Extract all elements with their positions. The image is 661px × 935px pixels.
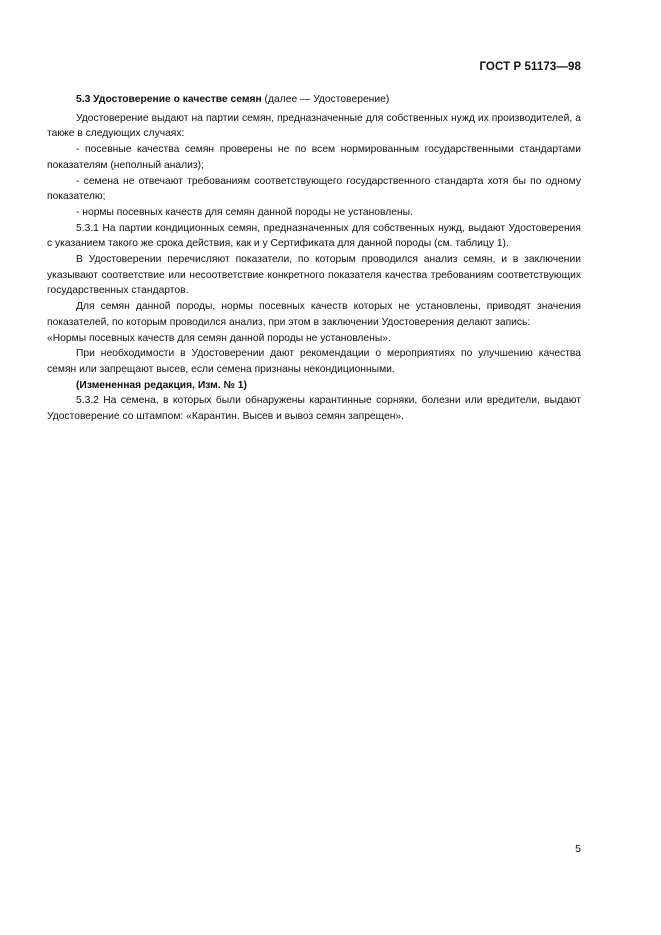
paragraph-5-3-1: 5.3.1 На партии кондиционных семян, предназначенных для собственных нужд, выдают Удостоверения с указанием такого же срока действия, как и у Сертификата для данной породы (см. таблицу 1). xyxy=(47,222,581,250)
document-body xyxy=(47,92,581,425)
paragraph-intro: Удостоверение выдают на партии семян, предназначенные для собственных нужд их производителей, а также в следующих случаях: xyxy=(47,112,581,140)
paragraph-recommendations: При необходимости в Удостоверении дают рекомендации о мероприятиях по улучшению качества семян или запрещают высев, если семена признаны некондиционными. xyxy=(47,348,581,375)
quote-record: «Нормы посевных качеств для семян данной породы не установлены». xyxy=(47,332,391,344)
section-heading xyxy=(47,92,581,108)
list-item-norms-not-set: - нормы посевных качеств для семян данной породы не установлены. xyxy=(76,206,413,218)
paragraph-indicators: В Удостоверении перечисляют показатели, по которым проводился анализ семян, и в заключении указывают соответствие или несоответствие конкретного показателя качества требованиям соответствующих государственных стандартов. xyxy=(47,254,581,297)
page-number: 5 xyxy=(575,843,581,855)
list-item-incomplete-analysis: - посевные качества семян проверены не по всем нормированным государственными стандартами показателям (неполный анализ); xyxy=(47,144,581,171)
section-title-bold: 5.3 Удостоверение о качестве семян xyxy=(76,94,262,105)
paragraph-5-3-2: 5.3.2 На семена, в которых были обнаружены карантинные сорняки, болезни или вредители, выдают Удостоверение со штампом: «Карантин. Высев и вывоз семян запрещен». xyxy=(47,395,581,423)
paragraph-norms: Для семян данной породы, нормы посевных качеств которых не установлены, приводят значения показателей, по которым проводился анализ, при этом в заключении Удостоверения делают запись: xyxy=(47,301,581,328)
document-code: ГОСТ Р 51173—98 xyxy=(479,61,581,73)
list-item-standard-mismatch: - семена не отвечают требованиям соответствующего государственного стандарта хотя бы по одному показателю; xyxy=(47,175,581,203)
amendment-note: (Измененная редакция, Изм. № 1) xyxy=(76,379,247,391)
section-title-rest: (далее — Удостоверение) xyxy=(261,94,390,105)
